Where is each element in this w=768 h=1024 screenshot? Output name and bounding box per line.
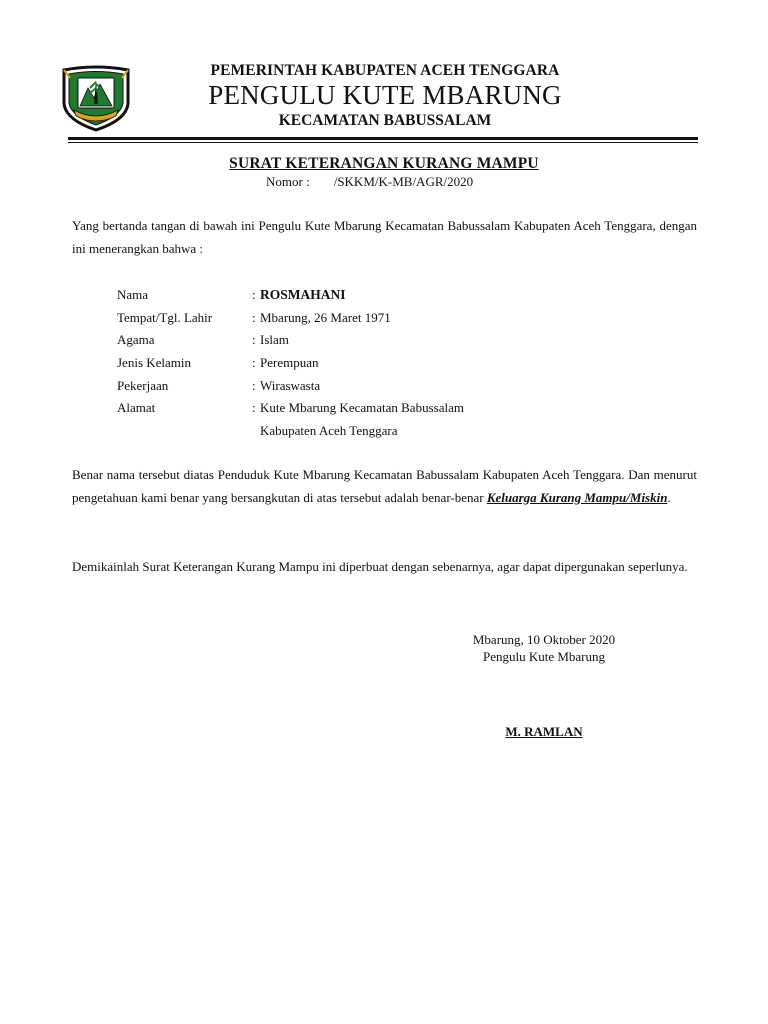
closing-paragraph: Demikainlah Surat Keterangan Kurang Mampu ini diperbuat dengan sebenarnya, agar dapat dipergunakan seperlunya. — [72, 559, 688, 574]
signature-role: Pengulu Kute Mbarung — [482, 649, 606, 664]
letter-number — [266, 174, 473, 190]
field-separator: : — [252, 400, 256, 416]
field-label: Nama — [117, 287, 149, 302]
field-label: Jenis Kelamin — [117, 355, 192, 371]
header-rule-thick — [68, 137, 698, 140]
letter-number-label: Nomor : — [266, 174, 310, 189]
field-separator: : — [252, 355, 256, 371]
field-label: Agama — [117, 332, 155, 348]
field-value: Wiraswasta — [260, 377, 321, 393]
field-separator: : — [252, 309, 256, 325]
field-separator: : — [252, 332, 256, 348]
opening-paragraph: Yang bertanda tangan di bawah ini Pengulu Kute Mbarung Kecamatan Babussalam Kabupaten Aceh Tenggara, dengan ini menerangkan bahwa : — [72, 218, 697, 256]
letter-number-value: /SKKM/K-MB/AGR/2020 — [333, 174, 474, 189]
letter-title: SURAT KETERANGAN KURANG MAMPU — [229, 155, 539, 172]
field-value: Mbarung, 26 Maret 1971 — [260, 309, 391, 325]
field-separator: : — [252, 287, 256, 302]
aceh-tenggara-crest-icon — [60, 64, 132, 132]
statement-emphasis: Keluarga Kurang Mampu/Miskin — [486, 489, 668, 505]
signature-place-date: Mbarung, 10 Oktober 2020 — [472, 632, 616, 647]
header-district-line: KECAMATAN BABUSSALAM — [278, 112, 492, 129]
statement-end: . — [667, 489, 671, 505]
field-label: Alamat — [117, 400, 156, 416]
statement-text: Benar nama tersebut diatas Penduduk Kute Mbarung Kecamatan Babussalam Kabupaten Aceh Tenggara. Dan menurut pengetahuan kami benar yang bersangkutan di atas tersebut adalah benar-benar — [72, 467, 697, 505]
field-value: Kute Mbarung Kecamatan Babussalam — [260, 400, 464, 416]
field-label: Tempat/Tgl. Lahir — [117, 309, 213, 325]
field-label: Pekerjaan — [117, 377, 169, 393]
field-value: Islam — [260, 332, 289, 348]
field-value: Perempuan — [260, 355, 319, 371]
signature-name: M. RAMLAN — [505, 724, 583, 739]
field-value: Kabupaten Aceh Tenggara — [260, 423, 398, 439]
header-government-line: PEMERINTAH KABUPATEN ACEH TENGGARA — [210, 62, 560, 79]
header-rule-thin — [68, 142, 698, 143]
statement-paragraph — [72, 464, 697, 509]
header-office-name: PENGULU KUTE MBARUNG — [208, 80, 562, 110]
field-value-name: ROSMAHANI — [260, 287, 346, 302]
field-separator: : — [252, 377, 256, 393]
